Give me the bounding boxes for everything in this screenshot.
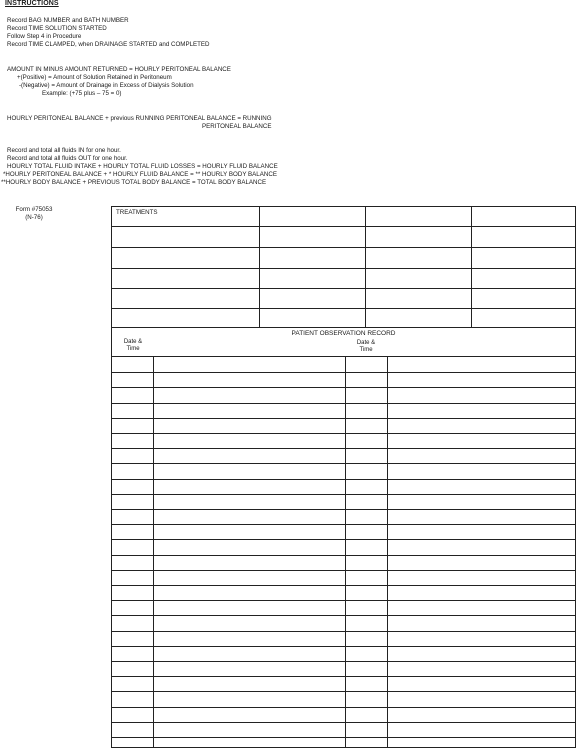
running-balance-line2: PERITONEAL BALANCE [202, 123, 272, 130]
observation-row-line [112, 570, 575, 571]
observation-row-line [112, 631, 575, 632]
date-time-header-right: Date & Time [356, 340, 376, 353]
observation-row-line [112, 646, 575, 647]
observation-col-line [345, 357, 346, 747]
instruction-step: Record TIME SOLUTION STARTED [7, 25, 107, 32]
observation-col-line [387, 357, 388, 747]
observation-grid [112, 356, 575, 747]
observation-row-line [112, 661, 575, 662]
treatments-row-line [112, 308, 575, 309]
peritoneal-negative: -(Negative) = Amount of Drainage in Excess of Dialysis Solution [19, 82, 194, 89]
observation-row-line [112, 555, 575, 556]
observation-title: PATIENT OBSERVATION RECORD [291, 330, 396, 337]
running-balance-line1: HOURLY PERITONEAL BALANCE + previous RUNNING PERITONEAL BALANCE = RUNNING [7, 115, 272, 122]
observation-row-line [112, 737, 575, 738]
observation-row-line [112, 448, 575, 449]
instruction-step: Record TIME CLAMPED, when DRAINAGE STARTED and COMPLETED [7, 41, 210, 48]
fluid-instruction: *HOURLY PERITONEAL BALANCE + * HOURLY FLUID BALANCE = ** HOURLY BODY BALANCE [3, 171, 277, 178]
observation-row-line [112, 707, 575, 708]
observation-table [111, 328, 576, 748]
peritoneal-example: Example: (+75 plus – 75 = 0) [42, 90, 122, 97]
observation-row-line [112, 600, 575, 601]
treatments-table [111, 206, 576, 328]
fluid-instruction: Record and total all fluids IN for one hour. [7, 147, 121, 154]
observation-row-line [112, 372, 575, 373]
date-time-header-left: Date & Time [123, 339, 143, 352]
observation-row-line [112, 691, 575, 692]
form-code: (N-76) [25, 214, 43, 221]
observation-row-line [112, 722, 575, 723]
instruction-step: Record BAG NUMBER and BATH NUMBER [7, 17, 129, 24]
observation-row-line [112, 676, 575, 677]
observation-row-line [112, 509, 575, 510]
observation-row-line [112, 403, 575, 404]
instructions-title: INSTRUCTIONS [5, 0, 59, 7]
peritoneal-positive: +(Positive) = Amount of Solution Retained in Peritoneum [17, 74, 172, 81]
observation-row-line [112, 524, 575, 525]
treatments-col-line [259, 207, 260, 327]
observation-row-line [112, 494, 575, 495]
observation-row-line [112, 479, 575, 480]
peritoneal-formula: AMOUNT IN MINUS AMOUNT RETURNED = HOURLY PERITONEAL BALANCE [7, 66, 231, 73]
treatments-row-line [112, 226, 575, 227]
observation-col-line [153, 357, 154, 747]
observation-row-line [112, 539, 575, 540]
fluid-instruction: HOURLY TOTAL FLUID INTAKE + HOURLY TOTAL FLUID LOSSES = HOURLY FLUID BALANCE [7, 163, 278, 170]
observation-row-line [112, 585, 575, 586]
treatments-row-line [112, 288, 575, 289]
observation-row-line [112, 463, 575, 464]
fluid-instruction: **HOURLY BODY BALANCE + PREVIOUS TOTAL BODY BALANCE = TOTAL BODY BALANCE [1, 179, 267, 186]
treatments-row-line [112, 268, 575, 269]
form-number: Form #75053 [15, 206, 53, 213]
treatments-col-line [365, 207, 366, 327]
observation-row-line [112, 433, 575, 434]
instruction-step: Follow Step 4 in Procedure [7, 33, 82, 40]
treatments-row-line [112, 247, 575, 248]
observation-row-line [112, 615, 575, 616]
treatments-label: TREATMENTS [116, 209, 158, 216]
observation-row-line [112, 387, 575, 388]
treatments-col-line [471, 207, 472, 327]
fluid-instruction: Record and total all fluids OUT for one hour. [7, 155, 128, 162]
observation-row-line [112, 418, 575, 419]
